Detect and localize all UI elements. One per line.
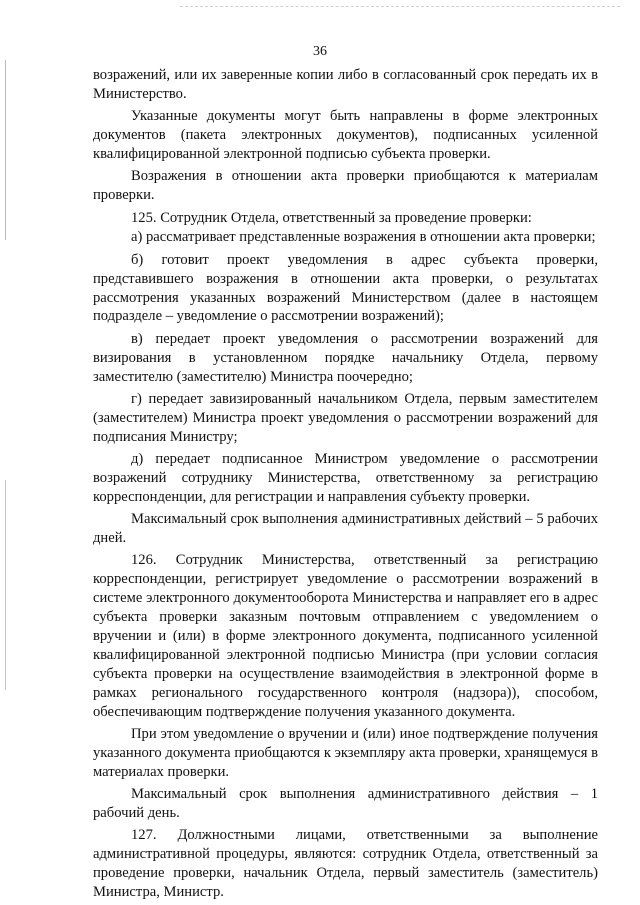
paragraph-delivery-confirmation: При этом уведомление о вручении и (или) иное подтверждение получения указанного документа приобщаются к экземпляру акта проверки, хранящемуся в материалах проверки. — [93, 725, 598, 780]
paragraph-125: 125. Сотрудник Отдела, ответственный за проведение проверки: — [131, 209, 532, 226]
paragraph-electronic-documents: Указанные документы могут быть направлены в форме электронных документов (пакета электронных документов), подписанных усиленной квалифицированной электронной подписью субъекта проверки. — [93, 108, 598, 163]
scan-edge-left — [5, 60, 6, 240]
paragraph-continuation: возражений, или их заверенные копии либо в согласованный срок передать их в Министерство. — [93, 67, 598, 102]
paragraph-125-d: д) передает подписанное Министром уведомление о рассмотрении возражений сотруднику Министерства, ответственному за регистрацию корреспонденции, для регистрации и направления субъекту проверки. — [93, 450, 598, 505]
page-number: 36 — [313, 44, 327, 59]
paragraph-127: 127. Должностными лицами, ответственными за выполнение административной процедуры, являются: сотрудник Отдела, ответственный за проведение проверки, начальник Отдела, первый заместитель (заместитель) Министра, Министр. — [93, 827, 598, 900]
paragraph-max-term-1-day: Максимальный срок выполнения административного действия – 1 рабочий день. — [93, 785, 598, 821]
paragraph-125-b: б) готовит проект уведомления в адрес субъекта проверки, представившего возражения в отношении акта проверки, о результатах рассмотрения указанных возражений Министерством (далее в настоящем подразделе – уведомление о рассмотрении возражений); — [93, 251, 598, 325]
scan-edge-top — [180, 6, 620, 7]
paragraph-max-term-5-days: Максимальный срок выполнения административных действий – 5 рабочих дней. — [93, 511, 598, 546]
paragraph-125-v: в) передает проект уведомления о рассмотрении возражений для визирования в установленном порядке начальнику Отдела, первому заместителю (заместителю) Министра поочередно; — [93, 330, 598, 385]
paragraph-125-g: г) передает завизированный начальником Отдела, первым заместителем (заместителем) Министра проект уведомления о рассмотрении возражений для подписания Министру; — [93, 390, 598, 445]
paragraph-objections-attached: Возражения в отношении акта проверки приобщаются к материалам проверки. — [93, 168, 598, 204]
document-body — [93, 66, 598, 905]
scan-edge-left-lower — [5, 480, 6, 690]
paragraph-126: 126. Сотрудник Министерства, ответственный за регистрацию корреспонденции, регистрирует уведомление о рассмотрении возражений в системе электронного документооборота Министерства и направляет его в адрес субъекта проверки заказным почтовым отправлением с уведомлением о вручении и (или) в форме электронного документа, подписанного усиленной квалифицированной электронной подписью Министра (при условии согласия субъекта проверки на осуществление взаимодействия в электронной форме в рамках регионального государственного контроля (надзора)), способом, обеспечивающим подтверждение получения указанного документа. — [93, 552, 598, 720]
paragraph-125-a: а) рассматривает представленные возражения в отношении акта проверки; — [131, 229, 596, 246]
